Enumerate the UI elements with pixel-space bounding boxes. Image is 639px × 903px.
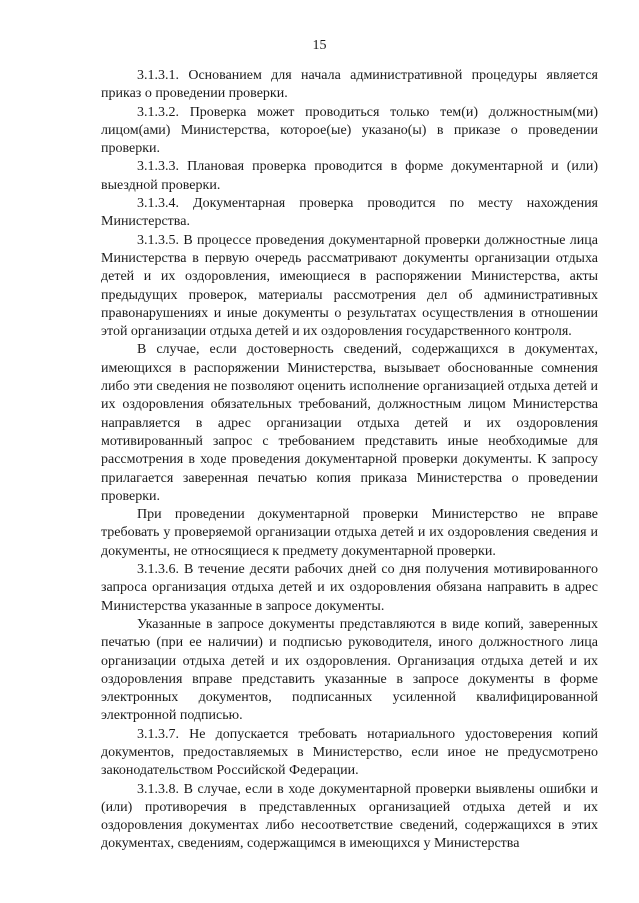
document-body	[101, 67, 598, 854]
paragraph-3-1-3-2: 3.1.3.2. Проверка может проводиться только тем(и) должностным(ми) лицом(ами) Министерства, которое(ые) указано(ы) в приказе о проведении проверки.	[101, 104, 598, 157]
paragraph-ministry-not-entitled: При проведении документарной проверки Министерство не вправе требовать у проверяемой организации отдыха детей и их оздоровления сведения и документы, не относящиеся к предмету документарной проверки.	[101, 507, 598, 559]
page-number: 15	[312, 38, 327, 53]
paragraph-document-copies: Указанные в запросе документы представляются в виде копий, заверенных печатью (при ее наличии) и подписью руководителя, иного должностного лица организации отдыха детей и их оздоровления. Организация отдыха детей и их оздоровления вправе представить указанные в запросе документы в форме электронных документов, подписанных усиленной квалифицированной электронной подписью.	[101, 616, 598, 724]
paragraph-3-1-3-1: 3.1.3.1. Основанием для начала административной процедуры является приказ о проведении проверки.	[101, 68, 598, 102]
paragraph-3-1-3-3: 3.1.3.3. Плановая проверка проводится в форме документарной и (или) выездной проверки.	[101, 159, 598, 193]
paragraph-3-1-3-7: 3.1.3.7. Не допускается требовать нотариального удостоверения копий документов, предоставляемых в Министерство, если иное не предусмотрено законодательством Российской Федерации.	[101, 726, 598, 779]
paragraph-reliability-doubt: В случае, если достоверность сведений, содержащихся в документах, имеющихся в распоряжении Министерства, вызывает обоснованные сомнения либо эти сведения не позволяют оценить исполнение организацией отдыха детей и их оздоровления обязательных требований, должностным лицом Министерства направляется в адрес организации отдыха детей и их оздоровления мотивированный запрос с требованием представить иные необходимые для рассмотрения в ходе проведения документарной проверки документы. К запросу прилагается заверенная печатью копия приказа Министерства о проведении проверки.	[101, 342, 598, 504]
paragraph-3-1-3-6: 3.1.3.6. В течение десяти рабочих дней со дня получения мотивированного запроса организация отдыха детей и их оздоровления обязана направить в адрес Министерства указанные в запросе документы.	[101, 562, 598, 614]
paragraph-3-1-3-8: 3.1.3.8. В случае, если в ходе документарной проверки выявлены ошибки и (или) противоречия в представленных организацией отдыха детей и их оздоровления документах либо несоответствие сведений, содержащихся в этих документах, сведениям, содержащимся в имеющихся у Министерства	[101, 781, 598, 852]
paragraph-3-1-3-5: 3.1.3.5. В процессе проведения документарной проверки должностные лица Министерства в первую очередь рассматривают документы организации отдыха детей и их оздоровления, имеющиеся в распоряжении Министерства, акты предыдущих проверок, материалы рассмотрения дел об административных правонарушениях и иные документы о результатах осуществления в отношении этой организации отдыха детей и их оздоровления государственного контроля.	[101, 232, 598, 340]
paragraph-3-1-3-4: 3.1.3.4. Документарная проверка проводится по месту нахождения Министерства.	[101, 196, 598, 230]
